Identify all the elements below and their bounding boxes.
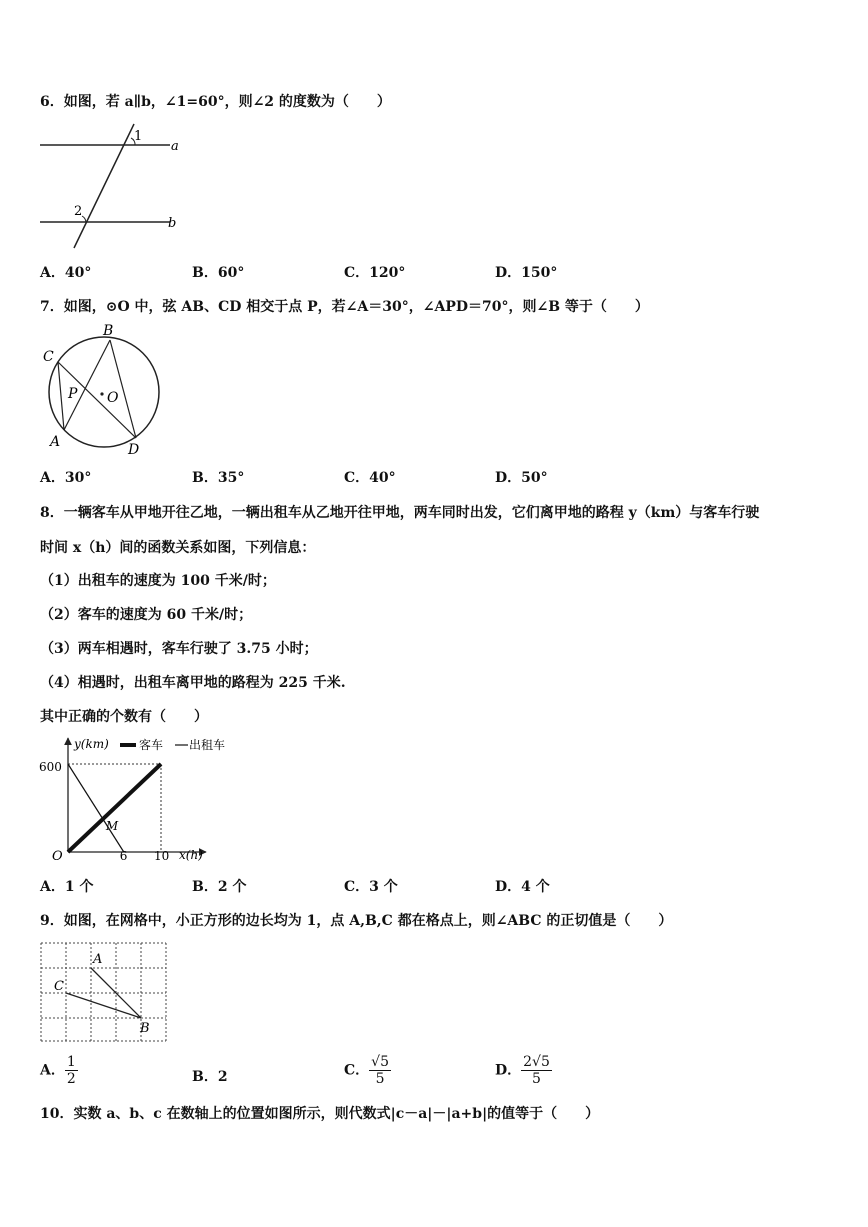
label-b: b	[168, 216, 177, 231]
q9-option-c-fraction	[369, 1054, 391, 1087]
series-line-bus	[68, 764, 161, 852]
circle-o	[49, 337, 159, 447]
q8-option-a: A．1 个	[40, 879, 94, 895]
x-axis-label: x(h)	[179, 848, 203, 862]
q8-item-3: （3）两车相遇时，客车行驶了 3.75 小时；	[40, 641, 318, 657]
angle-2-arc	[82, 216, 86, 222]
q9-option-a-fraction	[65, 1054, 78, 1087]
q7-option-d: D．50°	[495, 470, 548, 486]
q8-option-c: C．3 个	[344, 879, 398, 895]
label-a: A	[50, 434, 61, 450]
fraction-numerator: √5	[371, 1054, 389, 1070]
q6-parallel-lines-figure	[38, 122, 186, 252]
legend-taxi-label: 出租车	[189, 738, 226, 752]
q6-option-a: A．40°	[40, 265, 92, 281]
fraction-numerator: 1	[66, 1054, 76, 1070]
q9-option-a	[40, 1054, 78, 1087]
label-p: P	[68, 386, 78, 402]
q8-option-b: B．2 个	[192, 879, 247, 895]
q7-stem: 7．如图，⊙O 中，弦 AB、CD 相交于点 P，若∠A＝30°，∠APD＝70°，则∠B 等于（ ）	[40, 299, 649, 315]
q7-circle-figure	[38, 322, 168, 460]
segment-bd	[110, 340, 136, 438]
q9-option-d-prefix: D．	[495, 1062, 522, 1079]
label-2: 2	[74, 204, 83, 219]
chord-ab	[64, 340, 110, 430]
q9-option-c-prefix: C．	[344, 1062, 370, 1079]
q7-option-c: C．40°	[344, 470, 396, 486]
series-group	[68, 764, 161, 852]
q9-option-b: B．2	[192, 1069, 228, 1085]
q9-grid-figure	[38, 940, 170, 1046]
x-tick-10: 10	[154, 849, 170, 863]
fraction-denominator: 2	[66, 1071, 76, 1087]
label-a: A	[93, 952, 103, 967]
q9-option-d-fraction	[521, 1054, 552, 1087]
x-tick-origin: O	[52, 849, 63, 864]
fraction-denominator: 5	[375, 1071, 385, 1087]
q9-option-a-prefix: A．	[40, 1062, 65, 1079]
q8-stem-line1: 8．一辆客车从甲地开往乙地，一辆出租车从乙地开往甲地，两车同时出发，它们离甲地的路程 y（km）与客车行驶	[40, 505, 760, 521]
legend-bus-label: 客车	[139, 738, 164, 752]
q9-option-d	[495, 1054, 552, 1087]
label-c: C	[43, 349, 54, 365]
q9-stem: 9．如图，在网格中，小正方形的边长均为 1，点 A,B,C 都在格点上，则∠ABC 的正切值是（ ）	[40, 913, 673, 929]
q8-item-1: （1）出租车的速度为 100 千米/时；	[40, 573, 276, 589]
q8-item-2: （2）客车的速度为 60 千米/时；	[40, 607, 253, 623]
q8-item-4: （4）相遇时，出租车离甲地的路程为 225 千米.	[40, 675, 346, 691]
transversal	[74, 124, 134, 248]
fraction-numerator: 2√5	[523, 1054, 550, 1070]
x-tick-6: 6	[119, 849, 128, 863]
label-1: 1	[134, 129, 143, 144]
y-tick-600: 600	[39, 760, 62, 774]
q8-stem-line2: 时间 x（h）间的函数关系如图，下列信息：	[40, 540, 316, 556]
q7-option-a: A．30°	[40, 470, 92, 486]
label-o: O	[107, 390, 119, 406]
q7-option-b: B．35°	[192, 470, 245, 486]
segment-ca	[58, 362, 64, 430]
point-m-label: M	[105, 819, 119, 833]
label-b: B	[140, 1021, 150, 1036]
label-d: D	[128, 442, 140, 458]
q6-option-c: C．120°	[344, 265, 406, 281]
segment-cb	[66, 993, 141, 1018]
q8-question: 其中正确的个数有（ ）	[40, 709, 208, 725]
center-dot	[100, 392, 103, 395]
label-c: C	[54, 979, 64, 994]
q8-distance-time-chart	[36, 732, 248, 868]
label-a: a	[171, 139, 179, 154]
label-b: B	[103, 323, 114, 339]
q9-option-c	[344, 1054, 391, 1087]
q8-option-d: D．4 个	[495, 879, 550, 895]
q6-option-d: D．150°	[495, 265, 558, 281]
q6-stem: 6．如图，若 a∥b，∠1=60°，则∠2 的度数为（ ）	[40, 94, 391, 110]
y-axis-label: y(km)	[74, 737, 109, 751]
fraction-denominator: 5	[532, 1071, 541, 1087]
q10-stem: 10．实数 a、b、c 在数轴上的位置如图所示，则代数式|c－a|－|a+b|的值等于（ ）	[40, 1106, 600, 1122]
q6-option-b: B．60°	[192, 265, 245, 281]
